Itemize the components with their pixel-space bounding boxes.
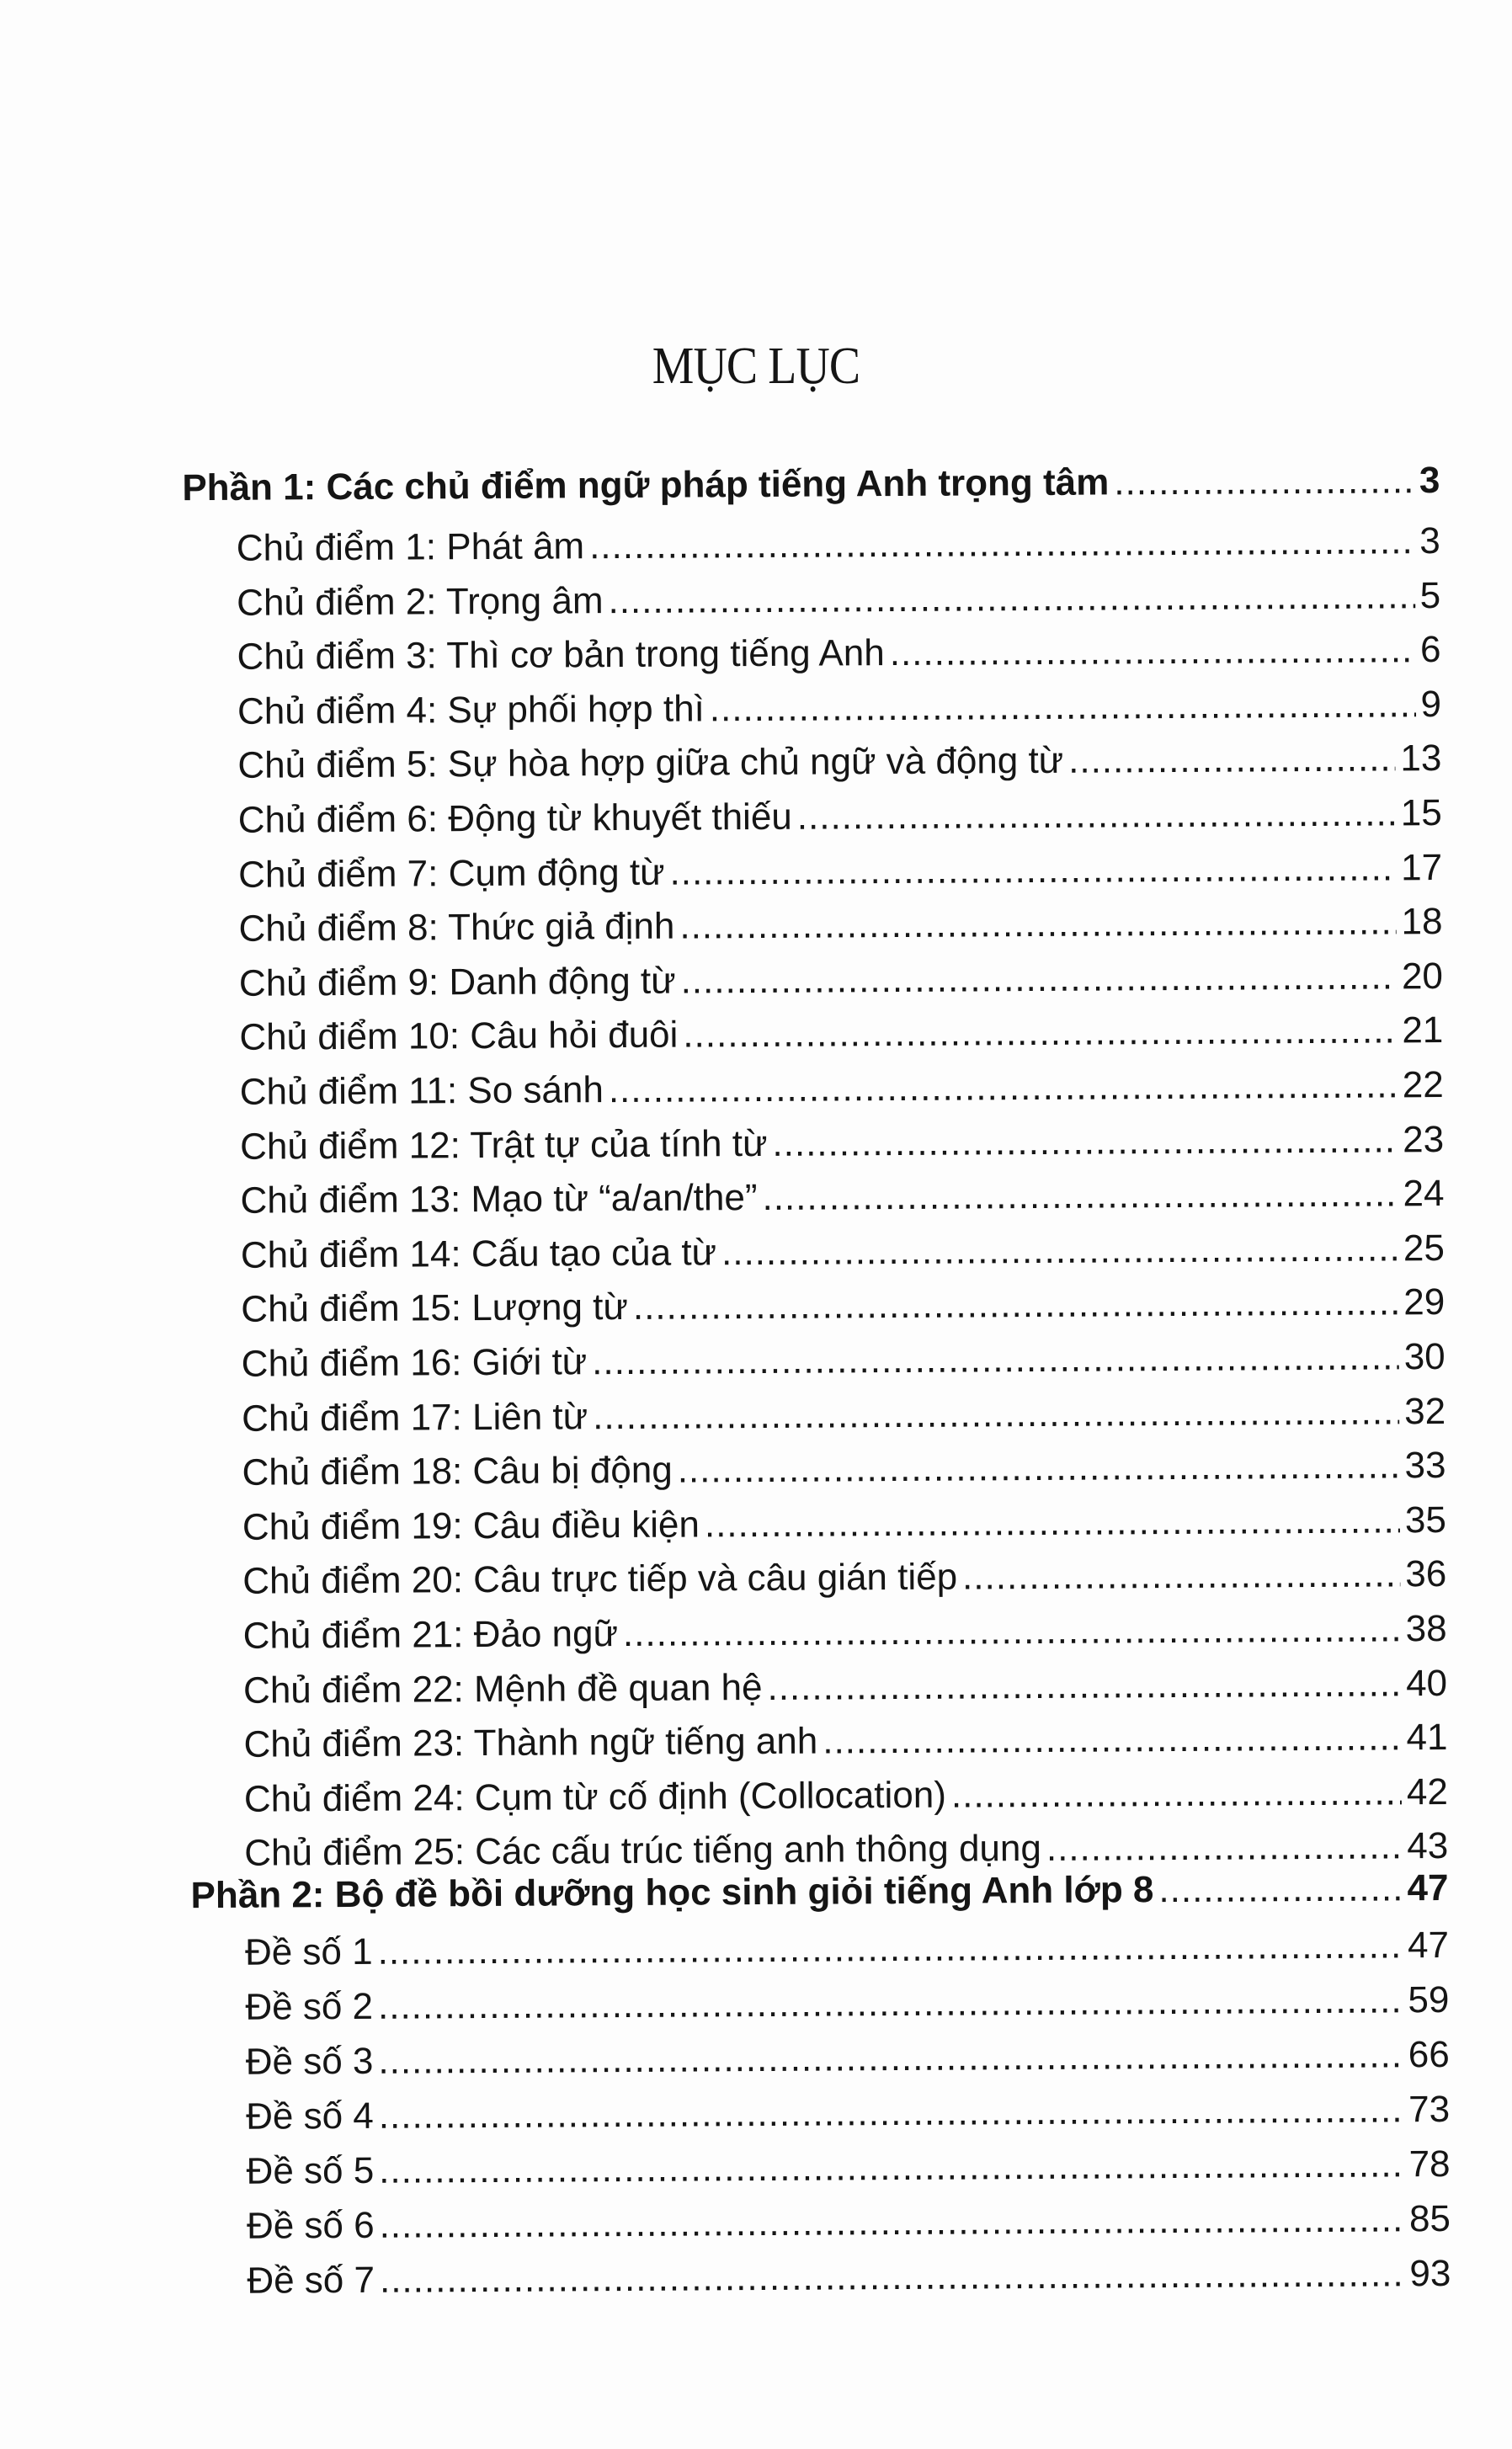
dot-leader (609, 1062, 1398, 1114)
toc-entry-label: Đề số 6 (246, 2204, 375, 2247)
toc-entry-label: Chủ điểm 15: Lượng từ (241, 1286, 629, 1331)
toc-page-number: 41 (1406, 1717, 1448, 1759)
toc-page-number: 20 (1401, 955, 1444, 998)
toc-entry[interactable] (242, 1388, 1445, 1443)
toc-entry-label: Chủ điểm 11: So sánh (239, 1069, 604, 1113)
toc-page-number: 29 (1403, 1281, 1445, 1323)
toc-page-number: 17 (1401, 846, 1443, 888)
toc-entry[interactable] (238, 790, 1442, 844)
dot-leader (890, 626, 1416, 677)
toc-entry[interactable] (237, 735, 1441, 790)
toc-page-number: 47 (1407, 1925, 1450, 1967)
toc-entry[interactable] (241, 1279, 1445, 1334)
toc-entry[interactable] (240, 1116, 1444, 1171)
dot-leader (772, 1116, 1398, 1168)
toc-page-number: 36 (1405, 1553, 1447, 1595)
toc-page-number: 13 (1400, 737, 1442, 780)
toc-entry-label: Phần 2: Bộ đề bồi dưỡng học sinh giỏi tiếng Anh lớp 8 (190, 1869, 1154, 1917)
dot-leader (1068, 736, 1396, 785)
toc-entry[interactable] (240, 1062, 1444, 1116)
dot-leader (962, 1552, 1401, 1601)
toc-page-number: 85 (1408, 2197, 1451, 2240)
toc-entry-label: Chủ điểm 2: Trọng âm (237, 579, 604, 624)
toc-entry-label: Chủ điểm 5: Sự hòa hợp giữa chủ ngữ và động từ (237, 740, 1064, 787)
toc-page-number: 59 (1408, 1978, 1450, 2021)
dot-leader (710, 681, 1416, 732)
toc-page-number: 38 (1405, 1608, 1447, 1650)
toc-entry[interactable] (238, 844, 1442, 899)
toc-entry-label: Chủ điểm 10: Câu hỏi đuôi (239, 1014, 679, 1059)
toc-entry[interactable] (237, 626, 1440, 681)
dot-leader (679, 899, 1397, 950)
toc-entry-label: Chủ điểm 7: Cụm động từ (238, 851, 665, 896)
toc-entry[interactable] (239, 953, 1443, 1008)
toc-entry-label: Đề số 1 (244, 1930, 373, 1973)
toc-entry[interactable] (244, 1769, 1448, 1823)
toc-page-number: 3 (1419, 520, 1440, 562)
toc-entry-label: Đề số 2 (245, 1985, 374, 2028)
dot-leader (623, 1605, 1401, 1658)
toc-entry[interactable] (243, 1714, 1447, 1769)
dot-leader (705, 1497, 1400, 1548)
toc-page-number: 40 (1405, 1662, 1448, 1704)
toc-part-heading[interactable] (182, 457, 1440, 512)
toc-entry-label: Đề số 4 (246, 2095, 374, 2138)
toc-entry-label: Chủ điểm 3: Thì cơ bản trong tiếng Anh (237, 632, 885, 678)
toc-entry[interactable] (237, 681, 1441, 736)
dot-leader (823, 1715, 1402, 1765)
toc-entry-label: Chủ điểm 6: Động từ khuyết thiếu (237, 796, 792, 841)
toc-page-number: 6 (1419, 629, 1441, 671)
dot-leader (683, 1008, 1397, 1059)
toc-entry-label: Chủ điểm 14: Cấu tạo của từ (240, 1232, 717, 1276)
toc-entry[interactable] (240, 1170, 1444, 1225)
toc-entry-label: Chủ điểm 8: Thức giả định (238, 905, 675, 950)
toc-entry[interactable] (242, 1334, 1445, 1388)
toc-page-number: 9 (1420, 683, 1442, 725)
toc-page-number: 30 (1403, 1336, 1445, 1378)
dot-leader (678, 1443, 1400, 1494)
toc-entry-label: Chủ điểm 4: Sự phối hợp thì (237, 688, 705, 732)
toc-entry[interactable] (241, 1225, 1445, 1280)
toc-entry-label: Chủ điểm 17: Liên từ (241, 1395, 588, 1440)
dot-leader (377, 1922, 1403, 1975)
dot-leader (669, 844, 1396, 896)
toc-page-number: 3 (1419, 460, 1440, 502)
toc-entry[interactable] (237, 518, 1440, 572)
toc-entry-label: Chủ điểm 12: Trật tự của tính từ (239, 1122, 768, 1168)
toc-entry[interactable] (247, 2196, 1451, 2250)
toc-entry-label: Đề số 5 (246, 2149, 375, 2192)
toc-entry-label: Chủ điểm 1: Phát âm (236, 525, 585, 569)
toc-entry-label: Chủ điểm 9: Danh động từ (238, 960, 676, 1004)
toc-page-number: 18 (1401, 901, 1443, 943)
toc-page-number: 73 (1408, 2088, 1451, 2131)
toc-entry[interactable] (242, 1442, 1445, 1497)
toc-entry[interactable] (246, 2141, 1450, 2196)
toc-entry-label: Chủ điểm 24: Cụm từ cố định (Collocation) (243, 1774, 947, 1820)
dot-leader (1114, 457, 1414, 506)
toc-page-number: 42 (1406, 1770, 1449, 1813)
dot-leader (378, 1977, 1403, 2030)
toc-entry[interactable] (242, 1551, 1446, 1605)
dot-leader (1158, 1865, 1403, 1914)
toc-entry-label: Chủ điểm 22: Mệnh đề quan hệ (242, 1666, 763, 1712)
toc-page-number: 78 (1408, 2143, 1451, 2185)
dot-leader (380, 2250, 1405, 2303)
toc-entry-label: Đề số 7 (247, 2259, 375, 2302)
toc-entry[interactable] (237, 572, 1440, 627)
dot-leader (633, 1280, 1399, 1332)
toc-entry[interactable] (245, 1922, 1449, 1977)
toc-page-number: 33 (1404, 1445, 1446, 1487)
dot-leader (378, 2031, 1403, 2084)
toc-entry-label: Phần 1: Các chủ điểm ngữ pháp tiếng Anh trọng tâm (182, 461, 1110, 509)
dot-leader (608, 572, 1415, 625)
toc-entry-label: Chủ điểm 20: Câu trực tiếp và câu gián tiếp (242, 1556, 958, 1603)
toc-entry[interactable] (245, 1977, 1449, 2031)
dot-leader (593, 1388, 1399, 1440)
toc-part-heading[interactable] (190, 1865, 1448, 1919)
toc-page-number: 22 (1402, 1064, 1444, 1106)
toc-entry-label: Chủ điểm 21: Đảo ngữ (242, 1613, 619, 1657)
toc-page-number: 25 (1403, 1227, 1445, 1270)
dot-leader (379, 2086, 1404, 2139)
toc-entry[interactable] (246, 2031, 1450, 2086)
dot-leader (589, 518, 1415, 570)
toc-page-number: 43 (1407, 1825, 1449, 1867)
toc-entry[interactable] (242, 1497, 1446, 1552)
dot-leader (951, 1769, 1402, 1818)
toc-page-number: 32 (1403, 1390, 1446, 1432)
toc-page-number: 15 (1400, 792, 1442, 834)
toc-entry-label: Chủ điểm 16: Giới từ (241, 1341, 588, 1385)
toc-page-number: 23 (1403, 1118, 1445, 1160)
dot-leader (797, 790, 1396, 840)
dot-leader (680, 953, 1397, 1004)
page-title: MỤC LỤC (652, 338, 860, 395)
toc-entry[interactable] (243, 1660, 1447, 1715)
toc-page-number: 93 (1409, 2252, 1451, 2295)
toc-page-number: 47 (1407, 1867, 1449, 1909)
toc-entry[interactable] (247, 2250, 1451, 2305)
toc-entry-label: Chủ điểm 18: Câu bị động (242, 1449, 673, 1493)
toc-entry[interactable] (238, 898, 1442, 953)
dot-leader (379, 2196, 1404, 2249)
dot-leader (379, 2141, 1404, 2194)
toc-entry-label: Đề số 3 (245, 2040, 374, 2083)
toc-entry[interactable] (239, 1007, 1443, 1062)
toc-page-number: 66 (1408, 2033, 1450, 2076)
toc-entry-label: Chủ điểm 19: Câu điều kiện (242, 1504, 700, 1548)
toc-entry[interactable] (243, 1605, 1447, 1660)
dot-leader (721, 1225, 1398, 1276)
dot-leader (767, 1660, 1401, 1712)
dot-leader (762, 1171, 1398, 1222)
toc-page-number: 5 (1419, 574, 1441, 616)
toc-entry-label: Chủ điểm 25: Các cấu trúc tiếng anh thông dụng (244, 1828, 1042, 1875)
dot-leader (592, 1334, 1399, 1386)
toc-entry-label: Chủ điểm 23: Thành ngữ tiếng anh (243, 1720, 818, 1765)
toc-page-number: 35 (1404, 1499, 1447, 1541)
toc-entry[interactable] (246, 2086, 1450, 2141)
toc-page-number: 24 (1403, 1173, 1445, 1215)
toc-entry-label: Chủ điểm 13: Mạo từ “a/an/the” (240, 1177, 758, 1222)
toc-page-number: 21 (1402, 1009, 1444, 1051)
